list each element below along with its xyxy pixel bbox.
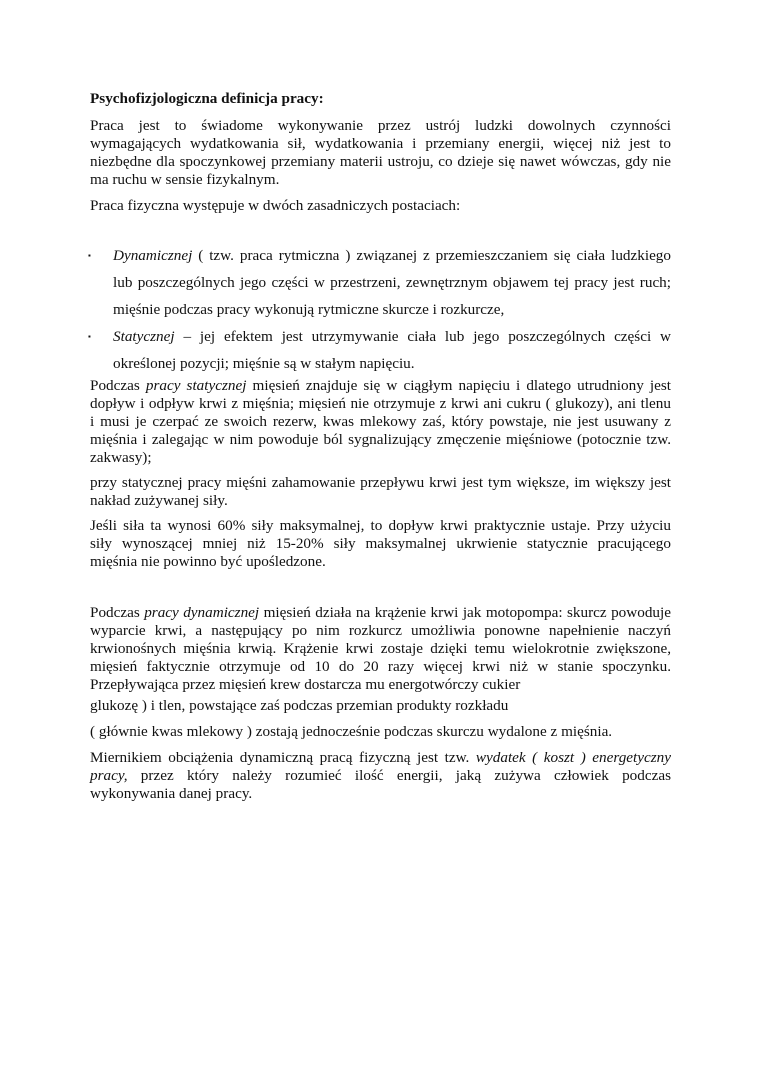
- text-line: i musi je czerpać ze swoich rezerw, kwas mlekowy zaś, który powstaje, nie jest usuwany z: [90, 413, 671, 430]
- text-line: mięśnie podczas pracy wykonują rytmiczne skurcze i rozkurcze,: [113, 301, 505, 318]
- text-line: dopływ i odpływ krwi z mięśnia; mięsień nie otrzymuje z krwi ani cukru ( glukozy), ani tlenu: [90, 395, 671, 412]
- list-item-dynamic: [90, 242, 671, 323]
- text-line: [90, 749, 671, 767]
- term-dynamic: Dynamicznej: [113, 247, 193, 264]
- text-span: – jej efektem jest utrzymywanie ciała lub jego poszczególnych części w: [174, 328, 671, 345]
- text-span: Miernikiem obciążenia dynamiczną pracą fizyczną jest tzw.: [90, 749, 476, 766]
- text-line: ( głównie kwas mlekowy ) zostają jednocześnie podczas skurczu wydalone z mięśnia.: [90, 723, 613, 740]
- text-line: niezbędne dla spoczynkowej przemiany materii ustroju, co dzieje się nawet wówczas, gdy nie: [90, 153, 671, 170]
- text-line: [90, 377, 671, 395]
- text-line: ma ruchu w sensie fizykalnym.: [90, 171, 280, 188]
- text-line: Praca jest to świadome wykonywanie przez ustrój ludzki dowolnych czynności: [90, 117, 671, 134]
- text-line: Jeśli siła ta wynosi 60% siły maksymalnej, to dopływ krwi praktycznie ustaje. Przy użyciu: [90, 517, 671, 534]
- bullet-icon: ▪: [88, 251, 91, 260]
- paragraph-glucose: [90, 697, 671, 715]
- text-line: krwionośnych mięśnia krwią. Krążenie krwi zostaje dzięki temu wielokrotnie zwiększone,: [90, 640, 671, 657]
- paragraph-forms-intro: Praca fizyczna występuje w dwóch zasadniczych postaciach:: [90, 197, 461, 214]
- text-span: Podczas: [90, 604, 145, 621]
- paragraph-force-percent: [90, 517, 671, 571]
- text-line: wyparcie krwi, a następujący po nim rozkurcz umożliwia ponowne napełnienie naczyń: [90, 622, 671, 639]
- text-line: mięśnia nie powinno być upośledzone.: [90, 553, 326, 570]
- paragraph-definition: [90, 117, 671, 189]
- text-line: nakład zużywanej siły.: [90, 492, 228, 509]
- term-static: Statycznej: [113, 328, 175, 345]
- text-line: [90, 604, 671, 622]
- text-span: mięsień znajduje się w ciągłym napięciu i dlatego utrudniony jest: [246, 377, 671, 394]
- paragraph-energy-cost: [90, 749, 671, 803]
- text-span: Podczas: [90, 377, 146, 394]
- text-line: określonej pozycji; mięśnie są w stałym napięciu.: [113, 355, 415, 372]
- paragraph-static-work: [90, 377, 671, 467]
- list-item-static: [90, 323, 671, 377]
- italic-term: pracy statycznej: [145, 377, 247, 394]
- text-line: lub poszczególnych jego części w przestrzeni, zewnętrznym objawem tej pracy jest ruch;: [113, 274, 671, 291]
- text-line: glukozę ) i tlen, powstające zaś podczas przemian produkty rozkładu: [90, 697, 509, 714]
- paragraph-blood-flow: [90, 474, 671, 510]
- text-span: mięsień działa na krążenie krwi jak motopompa: skurcz powoduje: [259, 604, 671, 621]
- text-line: Przepływająca przez mięsień krew dostarcza mu energotwórczy cukier: [90, 676, 521, 693]
- text-line: mięsień faktycznie otrzymuje od 10 do 20 razy więcej krwi niż w stanie spoczynku.: [90, 658, 671, 675]
- text-line: zakwasy);: [90, 449, 152, 466]
- text-line: [113, 242, 671, 269]
- italic-term: wydatek ( koszt ) energetyczny: [475, 749, 671, 766]
- italic-term: pracy dynamicznej: [144, 604, 260, 621]
- text-span: przez który należy rozumieć ilość energii, jaką zużywa człowiek podczas: [127, 767, 671, 784]
- text-span: ( tzw. praca rytmiczna ) związanej z przemieszczaniem się ciała ludzkiego: [192, 247, 671, 264]
- text-line: [113, 323, 671, 350]
- paragraph-dynamic-work: [90, 604, 671, 694]
- bullet-icon: ▪: [88, 332, 91, 341]
- text-line: wykonywania danej pracy.: [90, 785, 253, 802]
- text-line: siły wynoszącej mniej niż 15-20% siły maksymalnej ukrwienie statycznie pracującego: [90, 535, 671, 552]
- paragraph-lactic-acid: [90, 723, 671, 741]
- text-line: mięśnia i zalegając w nim powoduje ból sygnalizujący zmęczenie mięśniowe (potocznie tzw.: [90, 431, 671, 448]
- section-heading: Psychofizjologiczna definicja pracy:: [90, 90, 324, 107]
- italic-term: pracy,: [90, 767, 128, 784]
- text-line: przy statycznej pracy mięśni zahamowanie przepływu krwi jest tym większe, im większy jest: [90, 474, 671, 491]
- text-line: [90, 767, 671, 785]
- text-line: wymagających wydatkowania sił, wydatkowania i przemiany energii, więcej niż jest to: [90, 135, 671, 152]
